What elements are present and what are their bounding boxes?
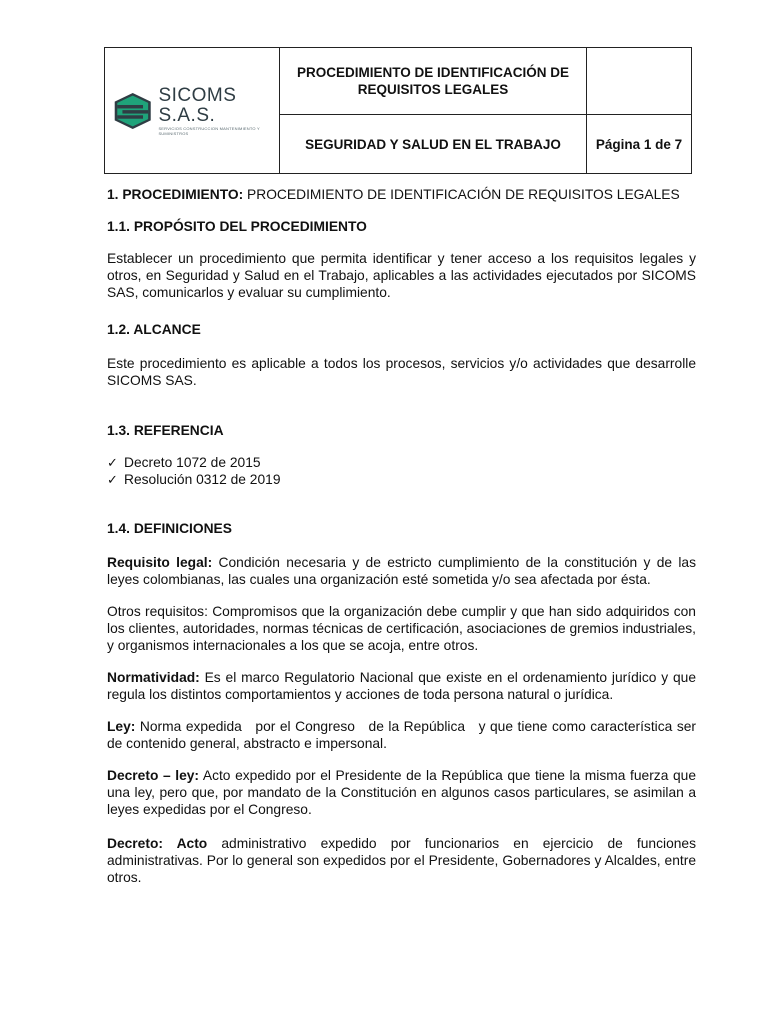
definition-ley: Ley: Norma expedida por el Congreso de la República y que tiene como característica ser de contenido general, abstracto e impersonal. [107, 719, 700, 751]
section-1 [107, 186, 696, 203]
company-name: SICOMS S.A.S. [158, 84, 237, 126]
document-subtitle: SEGURIDAD Y SALUD EN EL TRABAJO [280, 115, 587, 174]
checkmark-icon: ✓ [107, 455, 118, 470]
list-item: ✓ Resolución 0312 de 2019 [107, 472, 281, 487]
empty-cell [587, 48, 692, 115]
section-1-label: 1. PROCEDIMIENTO: [107, 187, 244, 202]
definition-decreto: Decreto: Acto administrativo expedido por funcionarios en ejercicio de funciones administrativas. Por lo general son expedidos por el Presidente, Gobernadores y Alcaldes, entre otros. [107, 836, 696, 885]
sicoms-logo-icon [113, 89, 152, 133]
company-logo [105, 86, 279, 136]
document-body [107, 186, 700, 886]
definition-normatividad: Normatividad: Es el marco Regulatorio Nacional que existe en el ordenamiento jurídico y que regula los distintos comportamientos y acciones de toda persona natural o jurídica. [107, 670, 696, 702]
section-1-4-heading: 1.4. DEFINICIONES [107, 521, 232, 536]
definition-requisito-legal: Requisito legal: Condición necesaria y de estricto cumplimiento de la constitución y de las leyes colombianas, las cuales una organización esté sometida y/o sea afectada por ésta. [107, 555, 696, 587]
checkmark-icon: ✓ [107, 472, 118, 487]
company-tagline: SERVICIOS CONSTRUCCION MANTENIMIENTO Y SUMINISTROS [158, 125, 260, 136]
section-1-1-heading: 1.1. PROPÓSITO DEL PROCEDIMIENTO [107, 219, 367, 234]
definition-decreto-ley: Decreto – ley: Acto expedido por el Presidente de la República que tiene la misma fuerza que una ley, pero que, por mandato de la Constitución en algunos casos particulares, se asimilan a leyes expedidas por el Congreso. [107, 768, 696, 817]
definition-otros-requisitos: Otros requisitos: Compromisos que la organización debe cumplir y que han sido adquiridos con los clientes, autoridades, normas técnicas de certificación, asociaciones de gremios industriales, y organismos internacionales a los que se acoja, entre otros. [107, 604, 696, 653]
document-header [104, 47, 692, 174]
list-item: ✓ Decreto 1072 de 2015 [107, 455, 261, 470]
logo-cell [105, 48, 280, 174]
section-1-2-heading: 1.2. ALCANCE [107, 322, 201, 337]
section-1-3-heading: 1.3. REFERENCIA [107, 423, 224, 438]
page-number: Página 1 de 7 [587, 115, 692, 174]
section-1-text: PROCEDIMIENTO DE IDENTIFICACIÓN DE REQUISITOS LEGALES [243, 187, 680, 202]
document-title: PROCEDIMIENTO DE IDENTIFICACIÓN DE REQUISITOS LEGALES [280, 48, 587, 115]
reference-list [107, 454, 696, 488]
section-1-2-text: Este procedimiento es aplicable a todos los procesos, servicios y/o actividades que desarrolle SICOMS SAS. [107, 356, 696, 388]
section-1-1-text: Establecer un procedimiento que permita identificar y tener acceso a los requisitos legales y otros, en Seguridad y Salud en el Trabajo, aplicables a las actividades ejecutados por SICOMS SAS, comunicarlos y evaluar su cumplimiento. [107, 251, 696, 300]
